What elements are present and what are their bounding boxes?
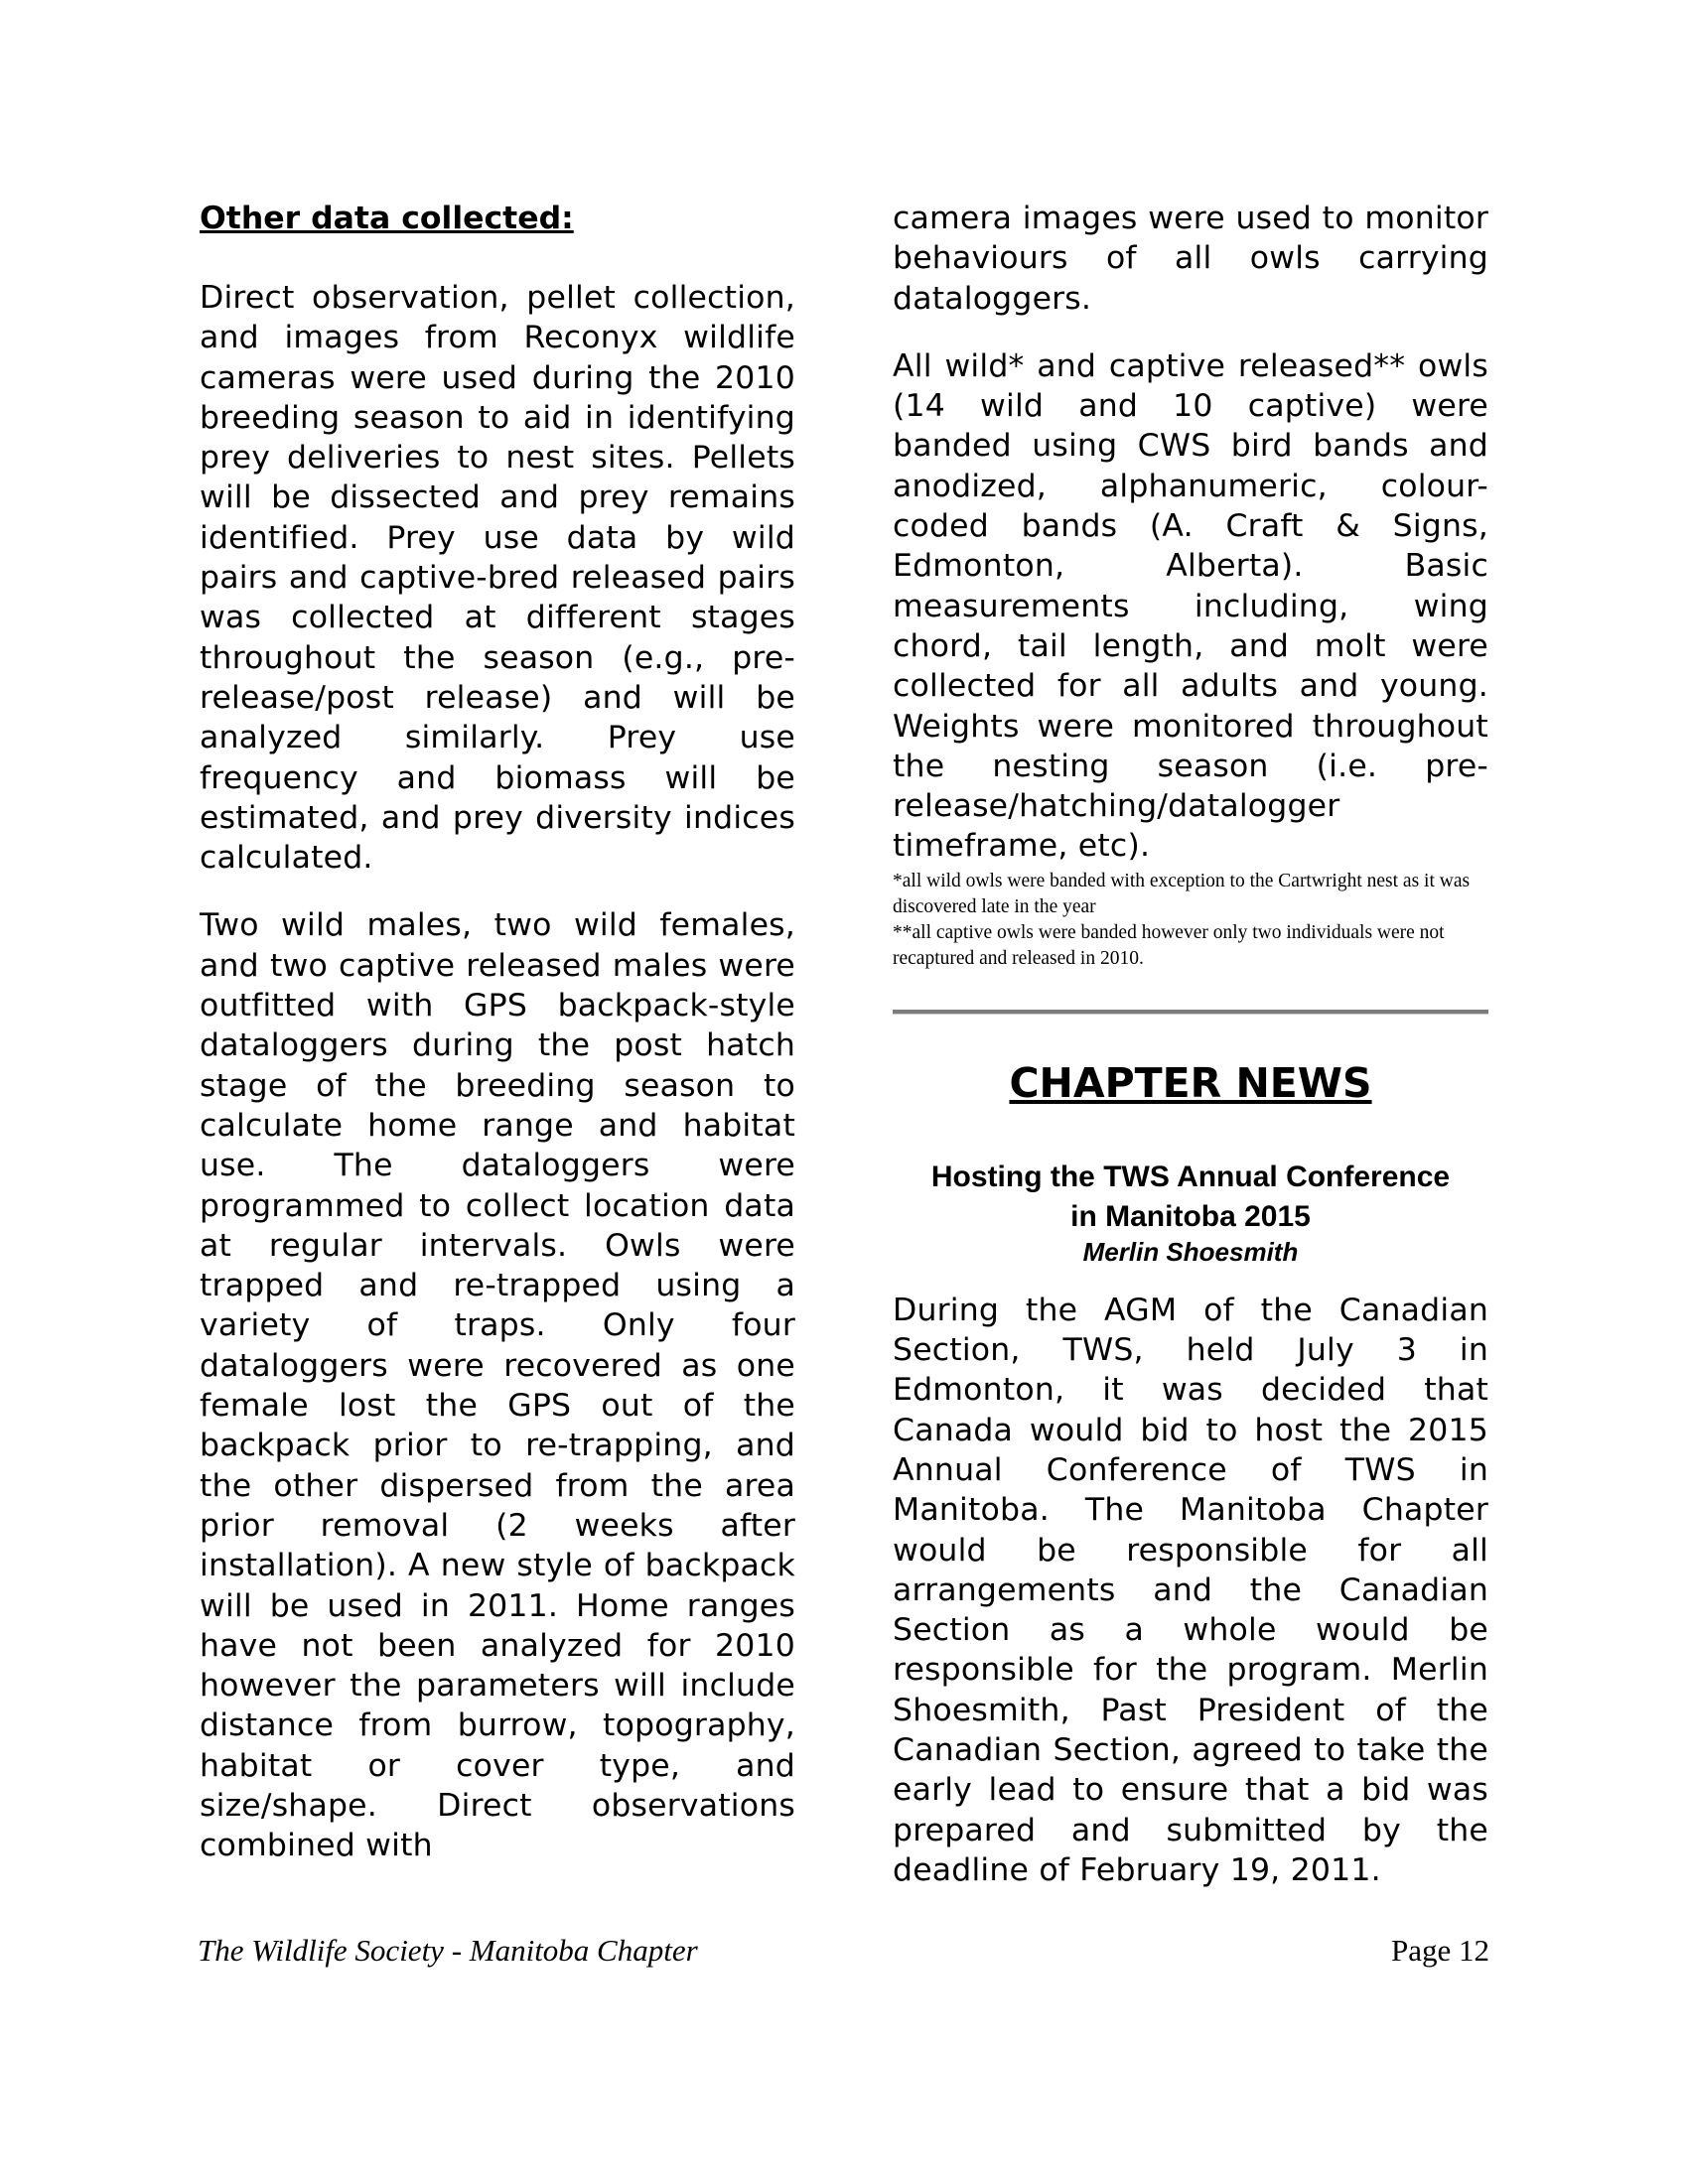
footer-page-number: Page 12: [1390, 1933, 1489, 1968]
right-column: [893, 199, 1488, 1890]
paragraph-prey-data: Direct observation, pellet collection, and images from Reconyx wildlife cameras were used during the 2010 breeding season to aid in identifying prey deliveries to nest sites. Pellets will be dissected and prey remains identified. Prey use data by wild pairs and captive-bred released pairs was collected at different stages throughout the season (e.g., pre-release/post release) and will be analyzed similarly. Prey use frequency and biomass will be estimated, and prey diversity indices calculated.: [200, 280, 795, 877]
paragraph-dataloggers: Two wild males, two wild females, and two captive released males were outfitted with GPS backpack-style dataloggers during the post hatch stage of the breeding season to calculate home range and habitat use. The dataloggers were programmed to collect location data at regular intervals. Owls were trapped and re-trapped using a variety of traps. Only four dataloggers were recovered as one female lost the GPS out of the backpack prior to re-trapping, and the other dispersed from the area prior removal (2 weeks after installation). A new style of backpack will be used in 2011. Home ranges have not been analyzed for 2010 however the parameters will include distance from burrow, topography, habitat or cover type, and size/shape. Direct observations combined with: [200, 907, 795, 1864]
article-title-line-1: Hosting the TWS Annual Conference: [930, 1160, 1451, 1193]
chapter-news-title: CHAPTER NEWS: [1009, 1058, 1372, 1107]
left-column: [200, 199, 795, 1866]
section-divider: [893, 1010, 1488, 1015]
paragraph-banding: All wild* and captive released** owls (14 wild and 10 captive) were banded using CWS bird bands and anodized, alphanumeric, colour-coded bands (A. Craft & Signs, Edmonton, Alberta). Basic measurements including, wing chord, tail length, and molt were collected for all adults and young. Weights were monitored throughout the nesting season (i.e. pre-release/hatching/datalogger timeframe, etc).: [893, 347, 1488, 865]
footnote-wild: *all wild owls were banded with exception to the Cartwright nest as it was discovered late in the year: [893, 870, 1471, 917]
footnote-captive: **all captive owls were banded however only two individuals were not recaptured and released in 2010.: [893, 921, 1445, 969]
section-heading-other-data: Other data collected:: [200, 201, 574, 236]
footnotes: [893, 869, 1488, 972]
footer-publication: The Wildlife Society - Manitoba Chapter: [198, 1933, 698, 1968]
article-body: During the AGM of the Canadian Section, TWS, held July 3 in Edmonton, it was decided that Canada would bid to host the 2015 Annual Conference of TWS in Manitoba. The Manitoba Chapter would be responsible for all arrangements and the Canadian Section as a whole would be responsible for the program. Merlin Shoesmith, Past President of the Canadian Section, agreed to take the early lead to ensure that a bid was prepared and submitted by the deadline of February 19, 2011.: [893, 1292, 1488, 1888]
paragraph-camera-images: camera images were used to monitor behaviours of all owls carrying dataloggers.: [893, 201, 1488, 317]
article-author: Merlin Shoesmith: [1082, 1236, 1299, 1267]
article-title: [893, 1158, 1488, 1237]
article-title-line-2: in Manitoba 2015: [1070, 1199, 1311, 1233]
